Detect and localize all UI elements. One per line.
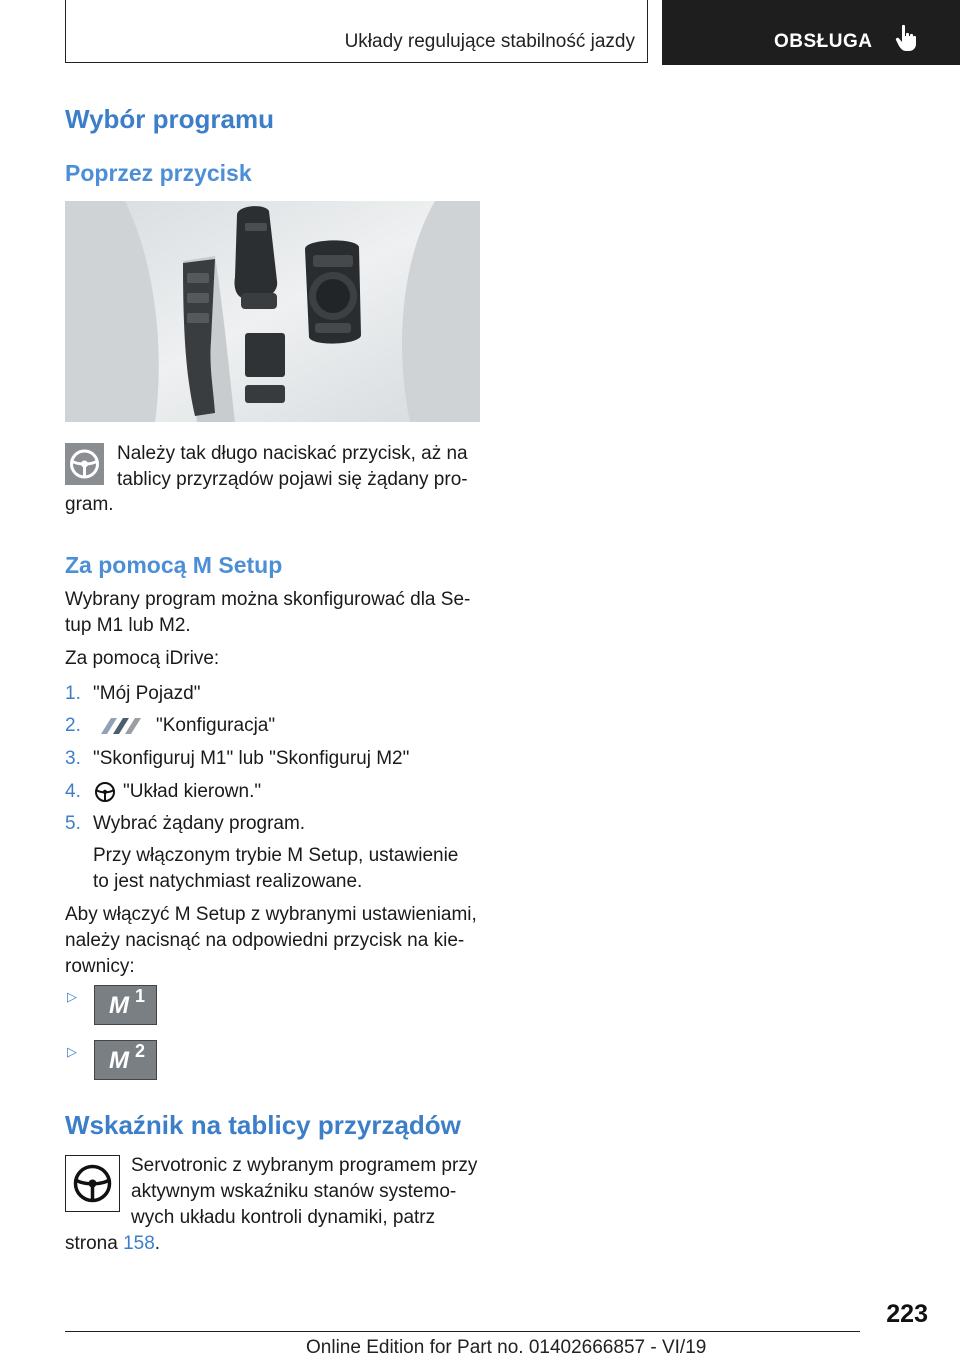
indicator-line3: wych układu kontroli dynamiki, patrz	[131, 1207, 436, 1228]
button-text-line1: Należy tak długo naciskać przycisk, aż na	[117, 443, 468, 464]
bullet-marker: ▷	[67, 1044, 77, 1059]
step-text: "Skonfiguruj M1" lub "Skonfiguruj M2"	[93, 748, 410, 769]
center-console-photo	[65, 201, 480, 422]
section-label: OBSŁUGA	[774, 31, 873, 52]
page-reference-link[interactable]: 158	[123, 1233, 155, 1254]
chapter-title: Układy regulujące stabilność jazdy	[344, 31, 635, 52]
indicator-line1: Servotronic z wybranym programem przy	[131, 1155, 478, 1176]
header-title-box	[65, 0, 648, 63]
m-stripes-icon	[95, 716, 149, 736]
activate-line3: rownicy:	[65, 956, 135, 977]
steering-wheel-button-icon	[65, 443, 104, 485]
page-number: 223	[886, 1300, 928, 1328]
footer-edition: Online Edition for Part no. 01402666857 - VI/19	[306, 1337, 707, 1358]
step-number: 2.	[65, 715, 81, 736]
activate-line1: Aby włączyć M Setup z wybranymi ustawieniami,	[65, 904, 477, 925]
step-number: 4.	[65, 781, 81, 802]
step-number: 5.	[65, 813, 81, 834]
bullet-marker: ▷	[67, 989, 77, 1004]
heading-button: Poprzez przycisk	[65, 160, 252, 186]
steering-wheel-indicator-icon	[65, 1155, 120, 1212]
m1-button-icon: M 1	[94, 985, 157, 1025]
msetup-text-line1: Wybrany program można skonfigurować dla Se-	[65, 589, 471, 610]
step-text: Wybrać żądany program.	[93, 813, 306, 834]
header-section-tab[interactable]	[662, 0, 960, 65]
step-number: 1.	[65, 683, 81, 704]
button-text-line3: gram.	[65, 494, 114, 515]
m2-button-icon: M 2	[94, 1040, 157, 1080]
hand-pointer-icon	[895, 24, 917, 52]
msetup-text-line2: tup M1 lub M2.	[65, 615, 191, 636]
indicator-line2: aktywnym wskaźniku stanów systemo-	[131, 1181, 457, 1202]
steering-wheel-icon	[94, 781, 116, 803]
indicator-line4: strona 158.	[65, 1233, 161, 1254]
step-text: "Mój Pojazd"	[93, 683, 201, 704]
activate-line2: należy nacisnąć na odpowiedni przycisk na kie-	[65, 930, 465, 951]
step-text: "Konfiguracja"	[156, 715, 276, 736]
heading-indicator: Wskaźnik na tablicy przyrządów	[65, 1110, 461, 1140]
footer-divider	[65, 1331, 860, 1332]
heading-msetup: Za pomocą M Setup	[65, 552, 283, 578]
page-heading: Wybór programu	[65, 104, 274, 134]
idrive-intro: Za pomocą iDrive:	[65, 648, 220, 669]
step-text: "Układ kierown."	[123, 781, 262, 802]
step5-note-line2: to jest natychmiast realizowane.	[93, 871, 363, 892]
button-text-line2: tablicy przyrządów pojawi się żądany pro-	[117, 469, 468, 490]
step-number: 3.	[65, 748, 81, 769]
step5-note-line1: Przy włączonym trybie M Setup, ustawienie	[93, 845, 459, 866]
